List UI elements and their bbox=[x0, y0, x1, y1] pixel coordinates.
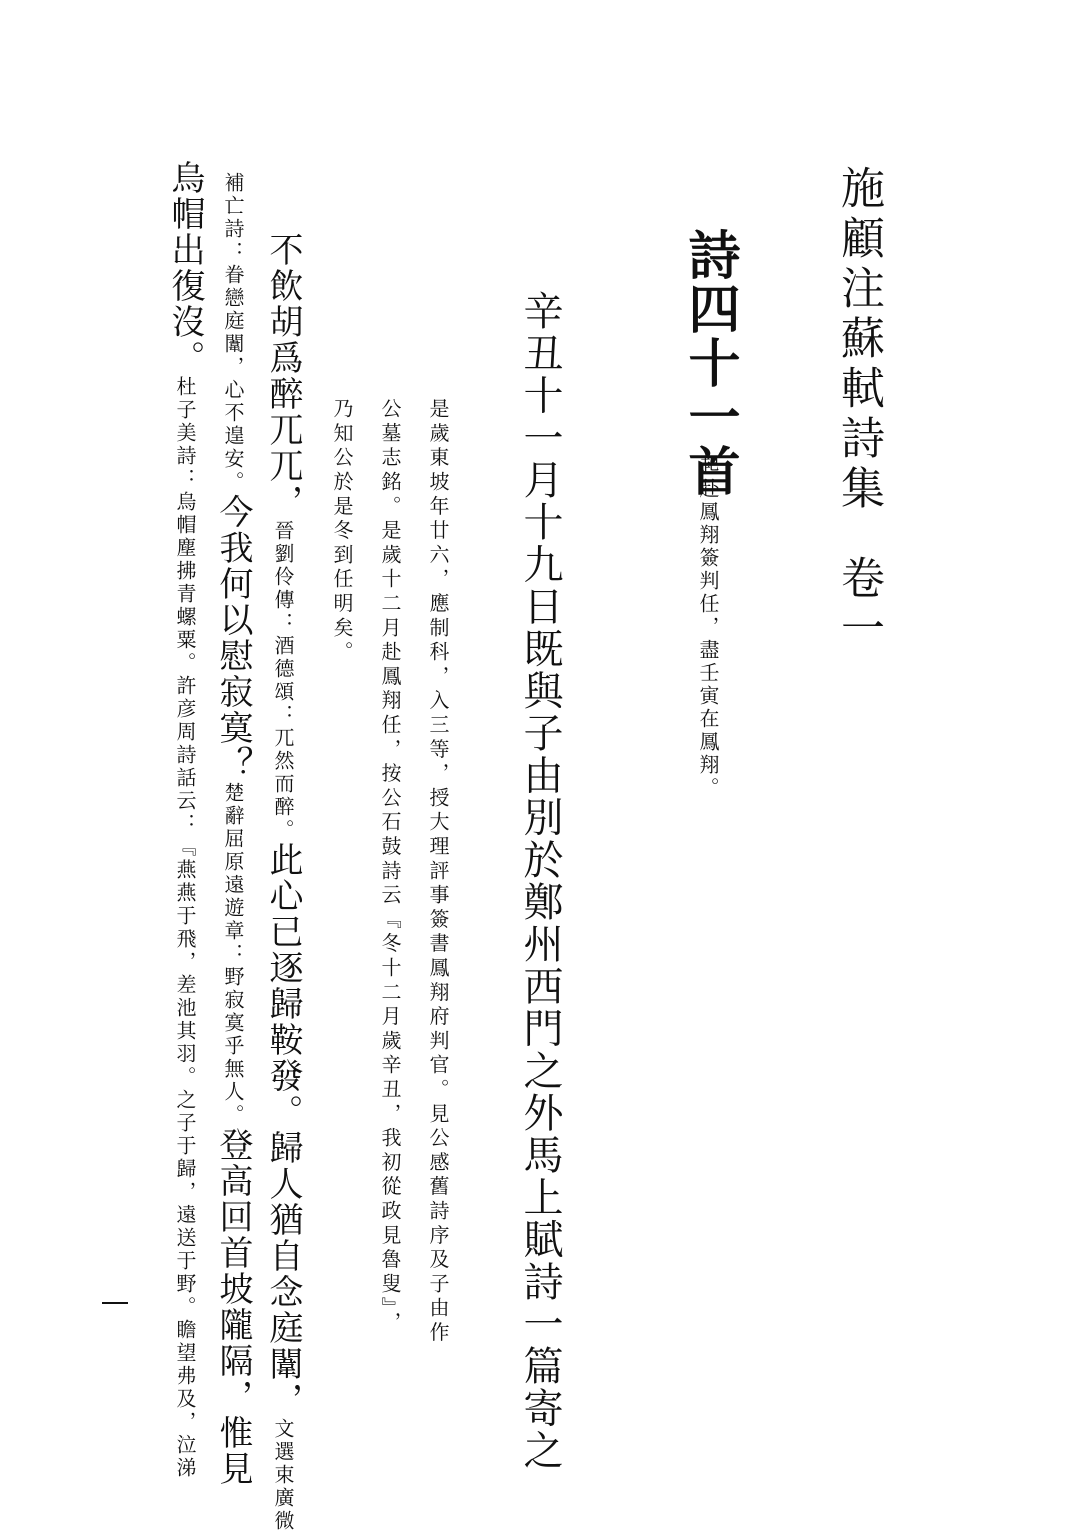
poem-commentary: 是歲東坡年廿六，應制科，入三等，授大理評事簽書鳳翔府判官。見公感舊詩序及子由作公墓志銘。是歲十二月赴鳳翔任，按公石鼓詩云『冬十二月歲辛丑，我初從政見魯叟』，乃知公於是冬到任明矣。 bbox=[330, 398, 450, 1346]
volume-label: 卷一 bbox=[833, 555, 884, 655]
poem-annotation: 補亡詩：眷戀庭闈，心不遑安。 bbox=[221, 172, 245, 494]
poem-annotation: 文選束廣微 bbox=[271, 1418, 295, 1533]
section-title: 詩四十一首 bbox=[679, 228, 740, 498]
poem-line-2 bbox=[213, 172, 253, 1487]
poem-text: 烏帽出復沒。 bbox=[165, 160, 205, 376]
poem-text: 今我何以慰寂寞？ bbox=[213, 494, 253, 782]
poem-text: 此心已逐歸鞍發。歸人猶自念庭闈， bbox=[263, 842, 303, 1418]
poem-title: 辛丑十一月十九日既與子由別於鄭州西門之外馬上賦詩一篇寄之 bbox=[517, 290, 563, 1472]
page-number bbox=[102, 1302, 128, 1304]
poem-annotation: 杜子美詩：烏帽塵拂青螺粟。許彦周詩話云：『燕燕于飛，差池其羽。之子于歸，遠送于野。瞻望弗及，泣涕 bbox=[173, 376, 197, 1480]
poem-annotation: 晉劉伶傳：酒德頌：兀然而醉。 bbox=[271, 520, 295, 842]
page-header bbox=[833, 165, 884, 655]
poem-annotation: 楚辭屈原遠遊章：野寂寞乎無人。 bbox=[221, 782, 245, 1127]
section-note: 起赴鳳翔簽判任，盡壬寅在鳳翔。 bbox=[696, 455, 720, 800]
book-title: 施顧注蘇軾詩集 bbox=[833, 165, 884, 515]
poem-text: 不飲胡爲醉兀兀， bbox=[263, 232, 303, 520]
poem-text: 登高回首坡隴隔，惟見 bbox=[213, 1127, 253, 1487]
poem-line-1 bbox=[263, 232, 303, 1533]
poem-line-3 bbox=[165, 160, 205, 1480]
